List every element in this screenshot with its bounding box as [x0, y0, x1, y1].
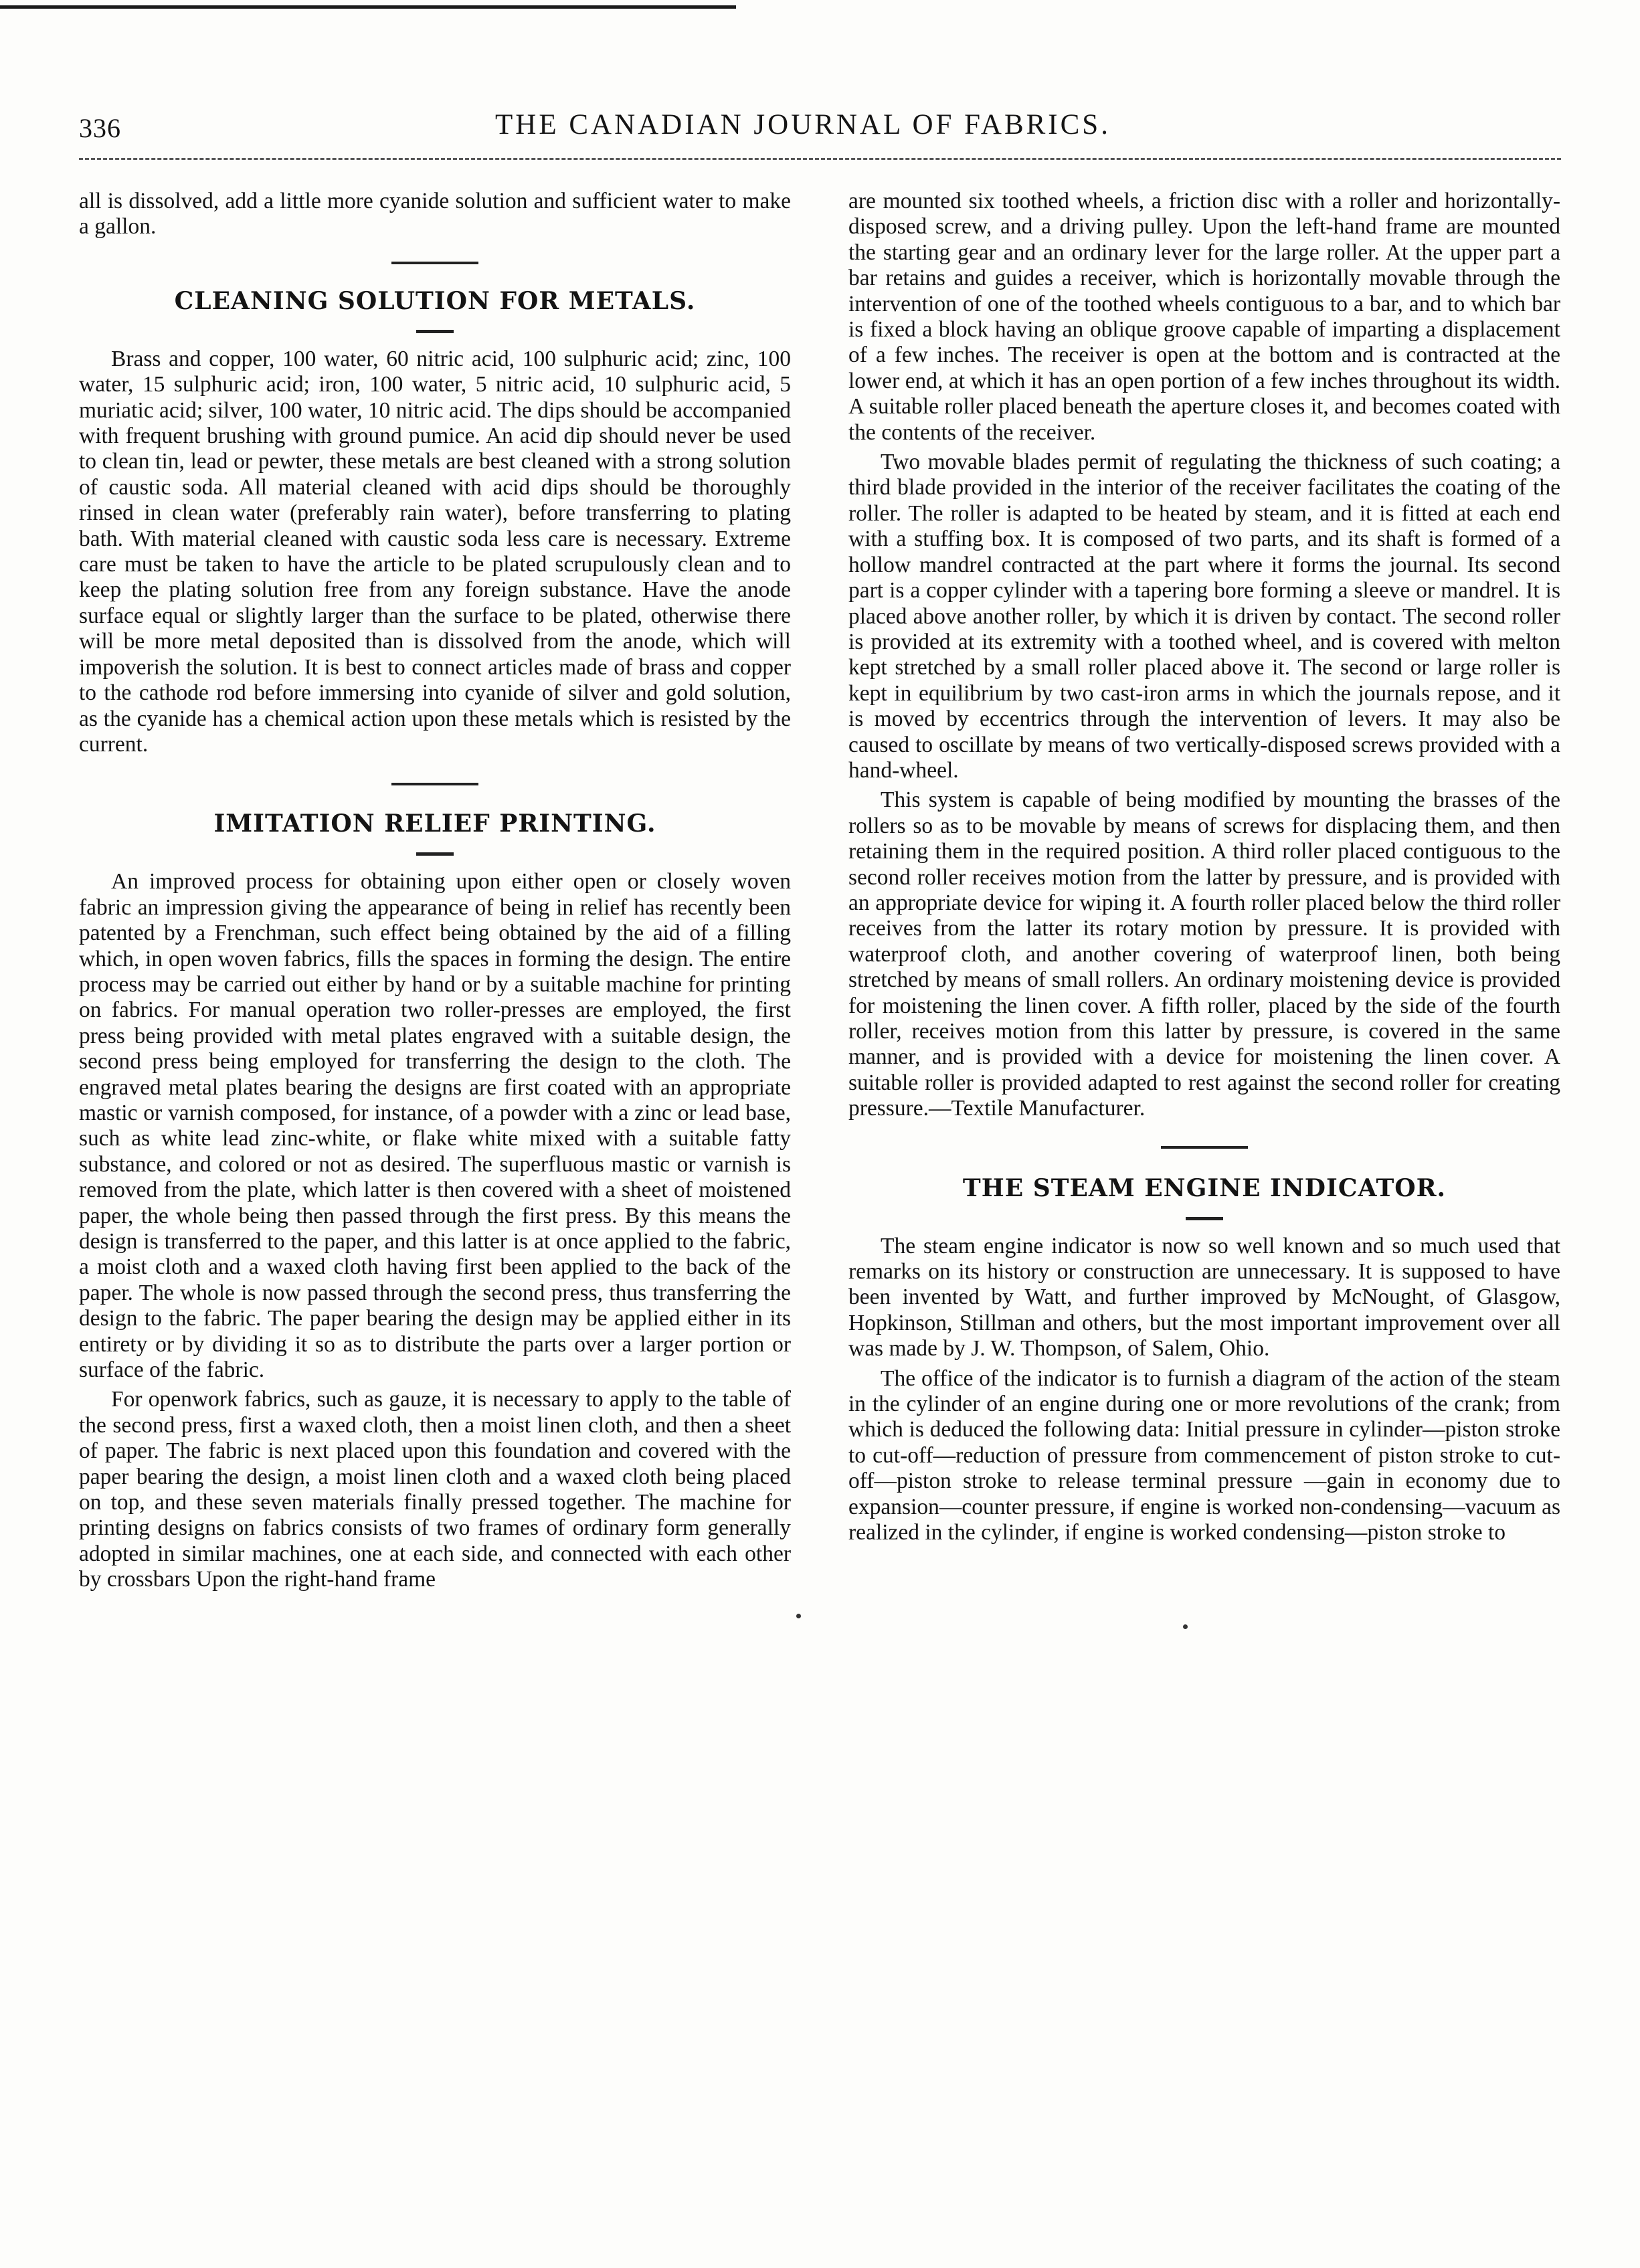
section-divider	[391, 262, 478, 264]
steam-paragraph-1: The steam engine indicator is now so well known and so much used that remarks on its history or construction are unnecessary. It is supposed to have been invented by Watt, and further improved by McNought, of Glasgow, Hopkinson, Stillman and others, but the most important improvement over all was made by J. W. Thompson, of Salem, Ohio.	[848, 1233, 1560, 1361]
imitation-paragraph-1: An improved process for obtaining upon either open or closely woven fabric an impression giving the appearance of being in relief has recently been patented by a Frenchman, such effect being obtained by the aid of a filling which, in open woven fabrics, fills the spaces in forming the design. The entire process may be carried out either by hand or by a suitable machine for printing on fabrics. For manual operation two roller-presses are employed, the first press being provided with metal plates engraved with a suitable design, the second press being employed for transferring the design to the cloth. The engraved metal plates bearing the designs are first coated with an appropriate mastic or varnish composed, for instance, of a powder with a zinc or lead base, such as white lead zinc-white, or flake white mixed with a suitable fatty substance, and colored or not as desired. The superfluous mastic or varnish is removed from the plate, which latter is then covered with a sheet of moistened paper, the whole being then passed through the first press. By this means the design is transferred to the paper, and this latter is at once applied to the fabric, a moist cloth and a waxed cloth having first been applied to the back of the paper. The whole is now passed through the second press, thus transferring the design to the fabric. The paper bearing the design may be applied either in its entirety or by dividing it so as to distribute the parts over a larger portion or surface of the fabric.	[79, 869, 791, 1383]
system-paragraph: This system is capable of being modified by mounting the brasses of the rollers so as to be movable by means of screws for displacing them, and then retaining them in the required position. A third roller placed contiguous to the second roller receives motion from the latter by pressure, and is provided with an appropriate device for wiping it. A fourth roller placed below the third roller receives from the latter its rotary motion by pressure. It is provided with waterproof cloth, and another covering of waterproof linen, both being stretched by means of small rollers. An ordinary moistening device is provided for moistening the linen cover. A fifth roller, placed by the side of the fourth roller, receives motion from this latter by pressure, is covered in the same manner, and is provided with a device for moistening the linen cover. A suitable roller is provided adapted to rest against the second roller for creating pressure.—Textile Manufacturer.	[848, 787, 1560, 1121]
title-underline	[416, 330, 454, 333]
print-speck	[1183, 1624, 1188, 1629]
rollers-paragraph: Two movable blades permit of regulating the thickness of such coating; a third blade provided in the interior of the receiver facilitates the coating of the roller. The roller is adapted to be heated by steam, and it is fitted at each end with a stuffing box. It is composed of two parts, and its shaft is formed of a hollow mandrel contracted at the part where it forms the journal. Its second part is a copper cylinder with a tapering bore forming a sleeve or mandrel. It is placed above another roller, by which it is driven by contact. The second roller is provided at its extremity with a toothed wheel, and is covered with melton kept stretched by a small roller placed above it. The second or large roller is kept in equilibrium by two cast-iron arms in which the journals repose, and it is moved by eccentrics through the intervention of levers. It may also be caused to oscillate by means of two vertically-disposed screws provided with a hand-wheel.	[848, 450, 1560, 783]
continued-paragraph: are mounted six toothed wheels, a friction disc with a roller and horizontally-disposed screw, and a driving pulley. Upon the left-hand frame are mounted the starting gear and an ordinary lever for the large roller. At the upper part a bar retains and guides a receiver, which is horizontally movable through the intervention of one of the toothed wheels contiguous to a bar, and to which bar is fixed a block having an oblique groove capable of imparting a displacement of a few inches. The receiver is open at the bottom and is contracted at the lower end, at which it has an open portion of a few inches throughout its width. A suitable roller placed beneath the aperture closes it, and becomes coated with the contents of the receiver.	[848, 189, 1560, 445]
cleaning-paragraph: Brass and copper, 100 water, 60 nitric acid, 100 sulphuric acid; zinc, 100 water, 15 sulphuric acid; iron, 100 water, 5 nitric acid, 10 sulphuric acid, 5 muriatic acid; silver, 100 water, 10 nitric acid. The dips should be accompanied with frequent brushing with ground pumice. An acid dip should never be used to clean tin, lead or pewter, these metals are best cleaned with a strong solution of caustic soda. All material cleaned with acid dips should be thoroughly rinsed in clean water (preferably rain water), before transferring to plating bath. With material cleaned with caustic soda less care is necessary. Extreme care must be taken to have the article to be plated scrupulously clean and to keep the plating solution free from any foreign substance. Have the anode surface equal or slightly larger than the surface to be plated, otherwise there will be more metal deposited than is dissolved from the anode, which will impoverish the solution. It is best to connect articles made of brass and copper to the cathode rod before immersing into cyanide of silver and gold solution, as the cyanide has a chemical action upon these metals which is resisted by the current.	[79, 346, 791, 757]
section-divider	[391, 783, 478, 785]
page-number: 336	[79, 113, 121, 143]
top-border-rule	[0, 5, 736, 9]
section-divider	[1161, 1146, 1248, 1149]
section-title-imitation: IMITATION RELIEF PRINTING.	[213, 810, 656, 838]
section-title-steam: THE STEAM ENGINE INDICATOR.	[962, 1173, 1447, 1202]
steam-paragraph-2: The office of the indicator is to furnish a diagram of the action of the steam in the cylinder of an engine during one or more revolutions of the crank; from which is deduced the following data: Initial pressure in cylinder—piston stroke to cut-off—reduction of pressure from commencement of piston stroke to cut-off—piston stroke to release terminal pressure —gain in economy due to expansion—counter pressure, if engine is worked non-condensing—vacuum as realized in the cylinder, if engine is worked condensing—piston stroke to	[848, 1365, 1560, 1545]
title-underline	[1186, 1217, 1223, 1220]
right-column	[848, 189, 1560, 1546]
section-title-cleaning: CLEANING SOLUTION FOR METALS.	[174, 286, 696, 315]
print-speck	[796, 1614, 801, 1618]
running-head: THE CANADIAN JOURNAL OF FABRICS.	[495, 109, 1111, 140]
continued-paragraph: all is dissolved, add a little more cyanide solution and sufficient water to make a gallon.	[79, 189, 791, 240]
title-underline	[416, 852, 454, 856]
header-divider	[79, 158, 1561, 160]
left-column	[79, 189, 791, 1593]
imitation-paragraph-2: For openwork fabrics, such as gauze, it is necessary to apply to the table of the second press, first a waxed cloth, then a moist linen cloth, and then a sheet of paper. The fabric is next placed upon this foundation and covered with the paper bearing the design, a moist linen cloth and a waxed cloth being placed on top, and these seven materials finally pressed together. The machine for printing designs on fabrics consists of two frames of ordinary form generally adopted in similar machines, one at each side, and connected with each other by crossbars Upon the right-hand frame	[79, 1387, 791, 1592]
